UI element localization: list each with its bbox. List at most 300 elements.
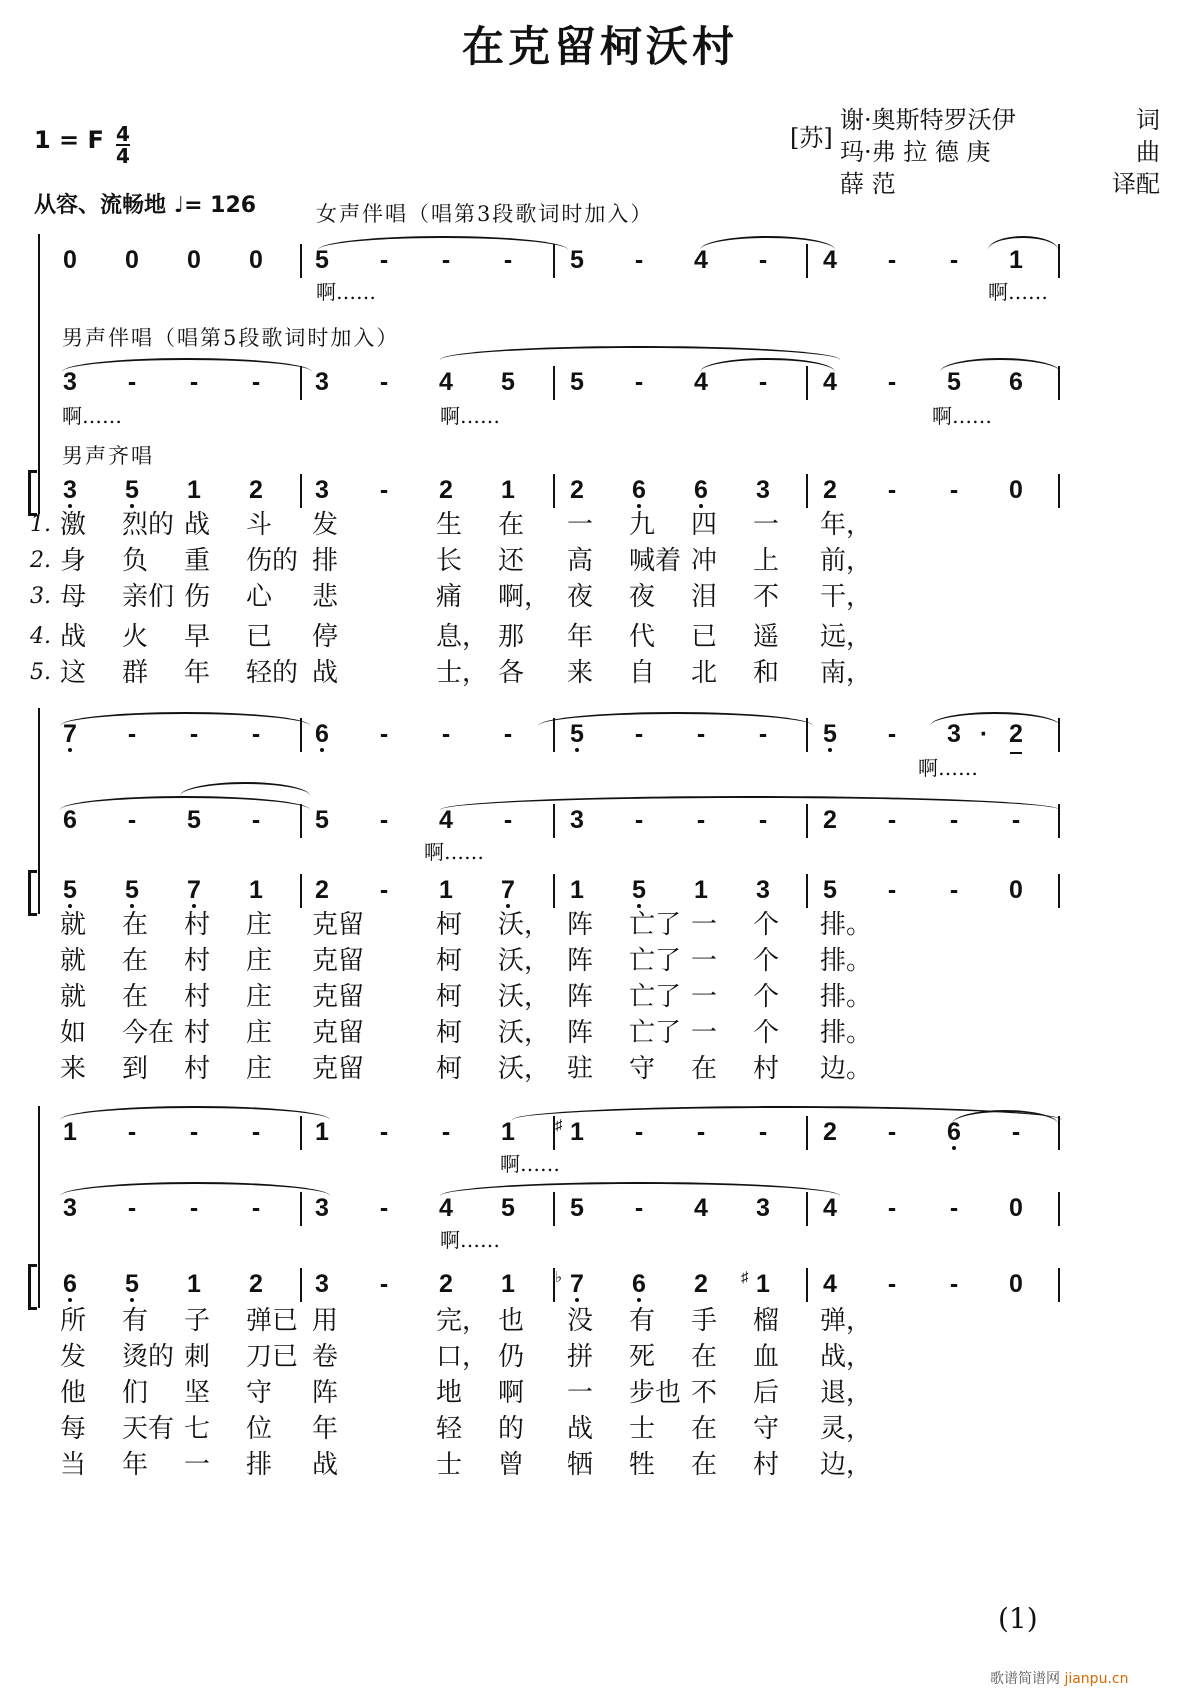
slur-tie <box>62 358 312 372</box>
octave-low-dot <box>192 904 196 908</box>
female-dash-extension: - <box>887 1118 897 1146</box>
melody-dash-extension: - <box>887 476 897 504</box>
male-backing-dash-extension: - <box>127 806 137 834</box>
lyric-syllable: 九 <box>629 510 656 540</box>
lyric-syllable: 庄 <box>246 946 273 976</box>
credit-composer <box>840 136 1160 168</box>
lyric-syllable: 轻 <box>436 1414 463 1444</box>
verse-number: 3. <box>30 584 51 609</box>
lyric-syllable: 阵 <box>567 910 594 940</box>
lyric-syllable: 边。 <box>820 1054 873 1084</box>
lyric-syllable: 喊着 <box>629 546 682 576</box>
octave-low-dot <box>637 504 641 508</box>
female-dash-extension: - <box>758 720 768 748</box>
lyric-syllable: 不 <box>753 582 780 612</box>
lyric-syllable: 战 <box>312 658 339 688</box>
lyric-syllable: 阵 <box>567 946 594 976</box>
lyric-syllable: 柯 <box>436 946 463 976</box>
male-backing-note: 3 <box>315 368 329 396</box>
lyric-syllable: 没 <box>567 1306 594 1336</box>
lyric-syllable: 阵 <box>567 982 594 1012</box>
composer-role: 曲 <box>1136 138 1160 166</box>
female-dash-extension: - <box>127 720 137 748</box>
lyric-syllable: 来 <box>60 1054 87 1084</box>
lyric-syllable: 驻 <box>567 1054 594 1084</box>
melody-note: 5 <box>627 876 651 904</box>
lyric-syllable: 斗 <box>246 510 273 540</box>
male-backing-dash-extension: - <box>634 1194 644 1222</box>
octave-low-dot <box>575 748 579 752</box>
slur-tie <box>930 712 1060 726</box>
lyric-syllable: 位 <box>246 1414 273 1444</box>
barline <box>553 1116 555 1150</box>
octave-low-dot <box>506 904 510 908</box>
barline <box>1058 474 1060 508</box>
lyric-syllable: 长 <box>436 546 463 576</box>
male-backing-note: 3 <box>570 806 584 834</box>
melody-bracket <box>28 1264 37 1310</box>
melody-note: 2 <box>249 1270 263 1298</box>
octave-low-dot <box>130 1298 134 1302</box>
lyric-syllable: 排 <box>312 546 339 576</box>
melody-note: 2 <box>823 476 837 504</box>
watermark-en: jianpu.cn <box>1064 1671 1129 1687</box>
male-backing-dash-extension: - <box>189 368 199 396</box>
lyric-syllable: 战， <box>820 1342 873 1372</box>
melody-note: 7 <box>496 876 520 904</box>
credit-translator <box>840 168 1160 200</box>
melody-note: 3 <box>756 476 770 504</box>
male-backing-note: 4 <box>439 806 453 834</box>
lyric-syllable: 发 <box>60 1342 87 1372</box>
ah-vocalise: 啊…… <box>440 1228 500 1252</box>
key-signature: 1 = F <box>34 126 104 154</box>
male-backing-label: 男声伴唱（唱第5段歌词时加入） <box>62 326 400 350</box>
lyric-syllable: 柯 <box>436 1054 463 1084</box>
lyric-syllable: 有 <box>122 1306 149 1336</box>
lyricist-name: 谢·奥斯特罗沃伊 <box>840 106 1016 134</box>
lyric-syllable: 步也 <box>629 1378 682 1408</box>
female-dash-extension: - <box>189 720 199 748</box>
lyric-syllable: 高 <box>567 546 594 576</box>
melody-note: 7 <box>182 876 206 904</box>
octave-low-dot <box>130 904 134 908</box>
melody-note: 7 ♭ <box>565 1270 589 1298</box>
lyric-syllable: 在 <box>691 1414 718 1444</box>
credits-prefix: [苏] <box>790 124 833 152</box>
male-backing-note: 5 <box>315 806 329 834</box>
melody-note: 6 <box>627 476 651 504</box>
lyric-syllable: 天有 <box>122 1414 175 1444</box>
system-line <box>38 1106 40 1308</box>
melody-dash-extension: - <box>887 1270 897 1298</box>
lyric-syllable: 干， <box>820 582 873 612</box>
lyric-syllable: 地 <box>436 1378 463 1408</box>
lyric-syllable: 拼 <box>567 1342 594 1372</box>
lyric-syllable: 远， <box>820 622 873 652</box>
melody-rest-note: 0 <box>1009 876 1023 904</box>
melody-dash-extension: - <box>949 1270 959 1298</box>
lyric-syllable: 这 <box>60 658 87 688</box>
sharp-icon: ♯ <box>555 1117 563 1134</box>
melody-dash-extension: - <box>887 876 897 904</box>
verse-number: 1. <box>30 512 51 537</box>
female-note: 2 <box>1004 720 1028 748</box>
lyric-syllable: 亲们 <box>122 582 175 612</box>
lyric-syllable: 一 <box>184 1450 211 1480</box>
lyric-syllable: 生 <box>436 510 463 540</box>
lyric-syllable: 排。 <box>820 946 873 976</box>
melody-note: 2 <box>439 476 453 504</box>
barline <box>806 1268 808 1302</box>
sharp-icon: ♯ <box>741 1269 749 1286</box>
lyric-syllable: 一 <box>691 910 718 940</box>
system-line <box>38 234 40 514</box>
melody-note: 3 <box>315 476 329 504</box>
barline <box>1058 1116 1060 1150</box>
lyric-syllable: 在 <box>122 910 149 940</box>
octave-low-dot <box>320 748 324 752</box>
male-backing-dash-extension: - <box>887 368 897 396</box>
slur-tie <box>60 796 310 810</box>
lyric-syllable: 曾 <box>498 1450 525 1480</box>
female-dash-extension: - <box>696 1118 706 1146</box>
slur-tie <box>440 1182 840 1196</box>
melody-note: 2 <box>439 1270 453 1298</box>
lyric-syllable: 完， <box>436 1306 489 1336</box>
lyric-syllable: 一 <box>753 510 780 540</box>
female-dash-extension: - <box>758 246 768 274</box>
barline <box>553 1268 555 1302</box>
lyric-syllable: 前， <box>820 546 873 576</box>
melody-note: 1 <box>501 476 515 504</box>
female-dash-extension: - <box>441 720 451 748</box>
melody-note: 5 <box>120 876 144 904</box>
lyric-syllable: 如 <box>60 1018 87 1048</box>
male-backing-dash-extension: - <box>251 1194 261 1222</box>
lyric-syllable: 卷 <box>312 1342 339 1372</box>
female-note: 5 <box>818 720 842 748</box>
lyric-syllable: 年 <box>312 1414 339 1444</box>
melody-note: 1 ♯ <box>751 1270 775 1298</box>
ah-vocalise: 啊…… <box>988 280 1048 304</box>
lyric-syllable: 所 <box>60 1306 87 1336</box>
female-note: 6 <box>310 720 334 748</box>
barline <box>806 1116 808 1150</box>
female-dash-extension: - <box>634 246 644 274</box>
lyric-syllable: 口， <box>436 1342 489 1372</box>
female-note: 7 <box>58 720 82 748</box>
barline <box>1058 244 1060 278</box>
lyric-syllable: 年 <box>122 1450 149 1480</box>
lyric-syllable: 们 <box>122 1378 149 1408</box>
lyric-syllable: 刀已 <box>246 1342 299 1372</box>
female-note: 1 ♯ <box>565 1118 589 1146</box>
lyric-syllable: 他 <box>60 1378 87 1408</box>
lyric-syllable: 守 <box>753 1414 780 1444</box>
lyric-syllable: 伤的 <box>246 546 299 576</box>
octave-low-dot <box>68 504 72 508</box>
time-signature <box>116 124 130 166</box>
lyric-syllable: 死 <box>629 1342 656 1372</box>
melody-note: 1 <box>249 876 263 904</box>
credits <box>840 104 1160 200</box>
lyric-syllable: 沃， <box>498 1018 551 1048</box>
melody-note: 6 <box>58 1270 82 1298</box>
watermark-cn: 歌谱简谱网 <box>990 1671 1060 1687</box>
female-note: 5 <box>565 720 589 748</box>
melody-rest-note: 0 <box>1009 1270 1023 1298</box>
lyric-syllable: 战 <box>312 1450 339 1480</box>
female-dash-extension: - <box>634 720 644 748</box>
melody-note: 2 <box>315 876 329 904</box>
octave-low-dot <box>130 504 134 508</box>
barline <box>553 474 555 508</box>
lyric-syllable: 激 <box>60 510 87 540</box>
female-note: 6 <box>942 1118 966 1146</box>
lyric-syllable: 边， <box>820 1450 873 1480</box>
lyric-syllable: 在 <box>122 982 149 1012</box>
lyric-syllable: 灵， <box>820 1414 873 1444</box>
male-backing-note: 4 <box>694 368 708 396</box>
lyric-syllable: 悲 <box>312 582 339 612</box>
male-backing-note: 6 <box>1009 368 1023 396</box>
ah-vocalise: 啊…… <box>918 756 978 780</box>
lyric-syllable: 伤 <box>184 582 211 612</box>
lyric-syllable: 牺 <box>567 1450 594 1480</box>
melody-dash-extension: - <box>379 876 389 904</box>
lyric-syllable: 仍 <box>498 1342 525 1372</box>
female-dash-extension: - <box>379 246 389 274</box>
female-dash-extension: - <box>503 720 513 748</box>
flat-icon: ♭ <box>555 1269 563 1286</box>
female-dash-extension: - <box>758 1118 768 1146</box>
lyric-syllable: 守 <box>629 1054 656 1084</box>
lyric-syllable: 亡了 <box>629 910 682 940</box>
lyric-syllable: 个 <box>753 1018 780 1048</box>
octave-low-dot <box>637 904 641 908</box>
tempo-marking <box>34 188 256 219</box>
melody-note: 5 <box>823 876 837 904</box>
melody-note: 6 <box>689 476 713 504</box>
lyric-syllable: 那 <box>498 622 525 652</box>
male-backing-dash-extension: - <box>634 368 644 396</box>
barline <box>1058 874 1060 908</box>
verse-number: 4. <box>30 624 51 649</box>
female-augmentation-dot: · <box>979 720 989 748</box>
lyric-syllable: 痛 <box>436 582 463 612</box>
octave-low-dot <box>68 1298 72 1302</box>
barline <box>300 1116 302 1150</box>
female-backing-label: 女声伴唱（唱第3段歌词时加入） <box>316 202 654 226</box>
lyric-syllable: 在 <box>691 1342 718 1372</box>
lyric-syllable: 弹已 <box>246 1306 299 1336</box>
melody-note: 3 <box>315 1270 329 1298</box>
melody-note: 1 <box>694 876 708 904</box>
barline <box>300 1192 302 1226</box>
lyric-syllable: 村 <box>184 910 211 940</box>
lyric-syllable: 的 <box>498 1414 525 1444</box>
lyric-syllable: 庄 <box>246 1054 273 1084</box>
lyric-syllable: 村 <box>753 1450 780 1480</box>
barline <box>1058 1268 1060 1302</box>
female-dash-extension: - <box>887 720 897 748</box>
melody-note: 2 <box>570 476 584 504</box>
lyric-syllable: 发 <box>312 510 339 540</box>
female-note: 5 <box>570 246 584 274</box>
lyric-syllable: 柯 <box>436 910 463 940</box>
lyric-syllable: 一 <box>567 1378 594 1408</box>
lyric-syllable: 冲 <box>691 546 718 576</box>
watermark <box>990 1668 1128 1688</box>
time-sig-bottom: 4 <box>116 144 130 168</box>
lyric-syllable: 就 <box>60 946 87 976</box>
female-note: 1 <box>1009 246 1023 274</box>
barline <box>300 474 302 508</box>
lyric-syllable: 后 <box>753 1378 780 1408</box>
female-dash-extension: - <box>1011 1118 1021 1146</box>
lyric-syllable: 阵 <box>567 1018 594 1048</box>
lyric-syllable: 北 <box>691 658 718 688</box>
lyric-syllable: 就 <box>60 982 87 1012</box>
male-backing-note: 2 <box>823 806 837 834</box>
lyric-syllable: 群 <box>122 658 149 688</box>
lyric-syllable: 在 <box>122 946 149 976</box>
female-note: 1 <box>315 1118 329 1146</box>
lyric-syllable: 一 <box>691 946 718 976</box>
female-dash-extension: - <box>251 720 261 748</box>
lyric-syllable: 年 <box>567 622 594 652</box>
lyric-syllable: 克留 <box>312 1018 365 1048</box>
lyric-syllable: 已 <box>246 622 273 652</box>
male-backing-note: 3 <box>63 1194 77 1222</box>
lyric-syllable: 子 <box>184 1306 211 1336</box>
melody-note: 3 <box>756 876 770 904</box>
lyric-syllable: 各 <box>498 658 525 688</box>
lyric-syllable: 已 <box>691 622 718 652</box>
lyric-syllable: 柯 <box>436 982 463 1012</box>
lyric-syllable: 排。 <box>820 982 873 1012</box>
female-dash-extension: - <box>949 246 959 274</box>
lyric-syllable: 沃， <box>498 982 551 1012</box>
lyric-syllable: 在 <box>498 510 525 540</box>
lyric-syllable: 就 <box>60 910 87 940</box>
lyric-syllable: 一 <box>691 1018 718 1048</box>
lyric-syllable: 在 <box>691 1054 718 1084</box>
slur-tie <box>700 358 835 372</box>
melody-bracket <box>28 870 37 916</box>
lyric-syllable: 夜 <box>567 582 594 612</box>
barline <box>553 1192 555 1226</box>
female-dash-extension: - <box>379 720 389 748</box>
lyric-syllable: 沃， <box>498 1054 551 1084</box>
male-backing-note: 4 <box>694 1194 708 1222</box>
male-backing-note: 4 <box>823 1194 837 1222</box>
male-backing-note: 4 <box>439 368 453 396</box>
melody-note: 5 <box>120 1270 144 1298</box>
lyric-syllable: 个 <box>753 910 780 940</box>
lyric-syllable: 战 <box>184 510 211 540</box>
male-backing-note: 5 <box>570 368 584 396</box>
melody-note: 2 <box>249 476 263 504</box>
barline <box>806 474 808 508</box>
lyric-syllable: 庄 <box>246 982 273 1012</box>
male-backing-dash-extension: - <box>887 1194 897 1222</box>
female-note: 1 <box>63 1118 77 1146</box>
ah-vocalise: 啊…… <box>932 404 992 428</box>
male-backing-note: 6 <box>63 806 77 834</box>
lyric-syllable: 停 <box>312 622 339 652</box>
female-dash-extension: - <box>379 1118 389 1146</box>
lyric-syllable: 轻的 <box>246 658 299 688</box>
male-backing-note: 4 <box>823 368 837 396</box>
lyric-syllable: 庄 <box>246 1018 273 1048</box>
ah-vocalise: 啊…… <box>440 404 500 428</box>
lyric-syllable: 重 <box>184 546 211 576</box>
lyric-syllable: 自 <box>629 658 656 688</box>
lyric-syllable: 克留 <box>312 910 365 940</box>
lyric-syllable: 泪 <box>691 582 718 612</box>
lyric-syllable: 亡了 <box>629 1018 682 1048</box>
slur-tie <box>60 1106 330 1120</box>
melody-note: 1 <box>439 876 453 904</box>
female-dash-extension: - <box>503 246 513 274</box>
eighth-underline <box>1010 752 1022 754</box>
lyric-syllable: 今在 <box>122 1018 175 1048</box>
lyric-syllable: 村 <box>184 1018 211 1048</box>
lyric-syllable: 村 <box>184 946 211 976</box>
lyric-syllable: 个 <box>753 946 780 976</box>
lyric-syllable: 烫的 <box>122 1342 175 1372</box>
barline <box>553 366 555 400</box>
lyric-syllable: 个 <box>753 982 780 1012</box>
melody-note: 2 <box>694 1270 708 1298</box>
male-backing-dash-extension: - <box>127 368 137 396</box>
female-dash-extension: - <box>696 720 706 748</box>
slur-tie <box>180 782 310 796</box>
barline <box>300 244 302 278</box>
lyric-syllable: 士， <box>436 658 489 688</box>
male-backing-note: 4 <box>439 1194 453 1222</box>
lyric-syllable: 士 <box>436 1450 463 1480</box>
female-note: 4 <box>823 246 837 274</box>
lyric-syllable: 七 <box>184 1414 211 1444</box>
tempo-text: 从容、流畅地 <box>34 193 167 218</box>
translator-name: 薛 范 <box>840 170 896 198</box>
melody-note: 1 <box>187 1270 201 1298</box>
ah-vocalise: 啊…… <box>62 404 122 428</box>
male-backing-dash-extension: - <box>758 368 768 396</box>
lyric-syllable: 啊， <box>498 582 551 612</box>
lyric-syllable: 克留 <box>312 982 365 1012</box>
lyric-syllable: 烈的 <box>122 510 175 540</box>
female-dash-extension: - <box>189 1118 199 1146</box>
melody-note: 1 <box>187 476 201 504</box>
female-note: 2 <box>823 1118 837 1146</box>
lyric-syllable: 母 <box>60 582 87 612</box>
lyric-syllable: 在 <box>691 1450 718 1480</box>
slur-tie <box>60 1182 330 1196</box>
page-number: (1) <box>998 1602 1038 1635</box>
lyric-syllable: 遥 <box>753 622 780 652</box>
lyric-syllable: 息， <box>436 622 489 652</box>
lyric-syllable: 夜 <box>629 582 656 612</box>
verse-number: 5. <box>30 660 51 685</box>
male-backing-dash-extension: - <box>379 806 389 834</box>
lyric-syllable: 年 <box>184 658 211 688</box>
lyric-syllable: 排。 <box>820 910 873 940</box>
octave-low-dot <box>828 748 832 752</box>
